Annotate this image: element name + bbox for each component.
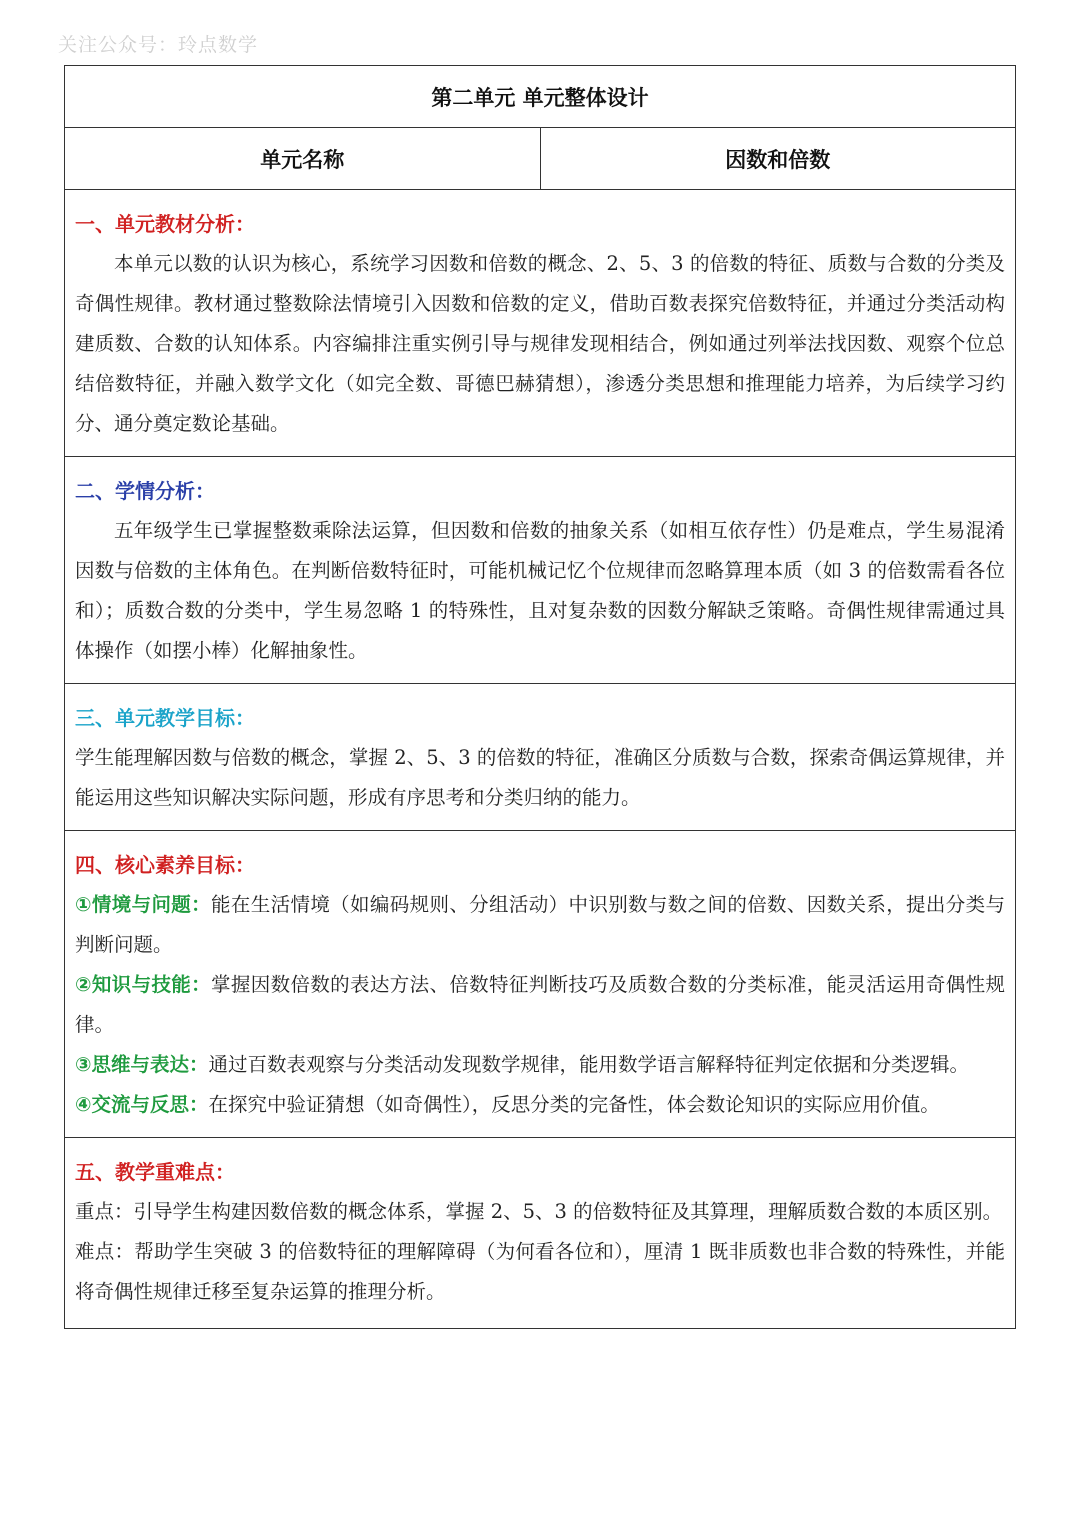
goal-label: ④交流与反思：: [75, 1093, 209, 1116]
section-heading: 五、教学重难点：: [75, 1160, 235, 1184]
section-student-analysis: [65, 457, 1015, 684]
goal-text: 能在生活情境（如编码规则、分组活动）中识别数与数之间的倍数、因数关系，提出分类与判断问题。: [75, 893, 1005, 956]
goal-label: ①情境与问题：: [75, 893, 212, 916]
section-core-literacy: [65, 831, 1015, 1138]
goal-text: 通过百数表观察与分类活动发现数学规律，能用数学语言解释特征判定依据和分类逻辑。: [208, 1053, 970, 1076]
goal-item: [75, 885, 1005, 965]
unit-design-table: [64, 65, 1016, 1329]
difficulty-point: 难点：帮助学生突破 3 的倍数特征的理解障碍（为何看各位和），厘清 1 既非质数也非合数的特殊性，并能将奇偶性规律迁移至复杂运算的推理分析。: [75, 1240, 1005, 1303]
section-body: 本单元以数的认识为核心，系统学习因数和倍数的概念、2、5、3 的倍数的特征、质数与合数的分类及奇偶性规律。教材通过整数除法情境引入因数和倍数的定义，借助百数表探究倍数特征，并通过分类活动构建质数、合数的认知体系。内容编排注重实例引导与规律发现相结合，例如通过列举法找因数、观察个位总结倍数特征，并融入数学文化（如完全数、哥德巴赫猜想），渗透分类思想和推理能力培养，为后续学习约分、通分奠定数论基础。: [75, 252, 1005, 435]
section-heading: 一、单元教材分析：: [75, 212, 255, 236]
unit-name-label: 单元名称: [260, 147, 345, 172]
unit-name-value: 因数和倍数: [540, 128, 1016, 189]
section-body: 学生能理解因数与倍数的概念，掌握 2、5、3 的倍数的特征，准确区分质数与合数，探索奇偶运算规律，并能运用这些知识解决实际问题，形成有序思考和分类归纳的能力。: [75, 746, 1005, 809]
goal-item: [75, 965, 1005, 1045]
section-body: 五年级学生已掌握整数乘除法运算，但因数和倍数的抽象关系（如相互依存性）仍是难点，学生易混淆因数与倍数的主体角色。在判断倍数特征时，可能机械记忆个位规律而忽略算理本质（如 3 的倍数需看各位和）；质数合数的分类中，学生易忽略 1 的特殊性，且对复杂数的因数分解缺乏策略。奇偶性规律需通过具体操作（如摆小棒）化解抽象性。: [75, 519, 1005, 662]
section-heading: 二、学情分析：: [75, 479, 215, 503]
section-material-analysis: [65, 190, 1015, 457]
goal-label: ②知识与技能：: [75, 973, 212, 996]
section-teaching-goals: [65, 684, 1015, 831]
section-key-difficulties: [65, 1138, 1015, 1328]
section-heading: 三、单元教学目标：: [75, 706, 255, 730]
table-title: 第二单元 单元整体设计: [65, 66, 1015, 128]
watermark: 关注公众号：玲点数学: [58, 34, 259, 56]
goal-text: 在探究中验证猜想（如奇偶性），反思分类的完备性，体会数论知识的实际应用价值。: [208, 1093, 940, 1116]
goal-label: ③思维与表达：: [75, 1053, 209, 1076]
goal-text: 掌握因数倍数的表达方法、倍数特征判断技巧及质数合数的分类标准，能灵活运用奇偶性规律。: [75, 973, 1005, 1036]
unit-name-row: [65, 128, 1015, 190]
goal-item: [75, 1085, 1005, 1125]
section-heading: 四、核心素养目标：: [75, 853, 255, 877]
goal-item: [75, 1045, 1005, 1085]
key-point: 重点：引导学生构建因数倍数的概念体系，掌握 2、5、3 的倍数特征及其算理，理解质数合数的本质区别。: [75, 1200, 1003, 1223]
